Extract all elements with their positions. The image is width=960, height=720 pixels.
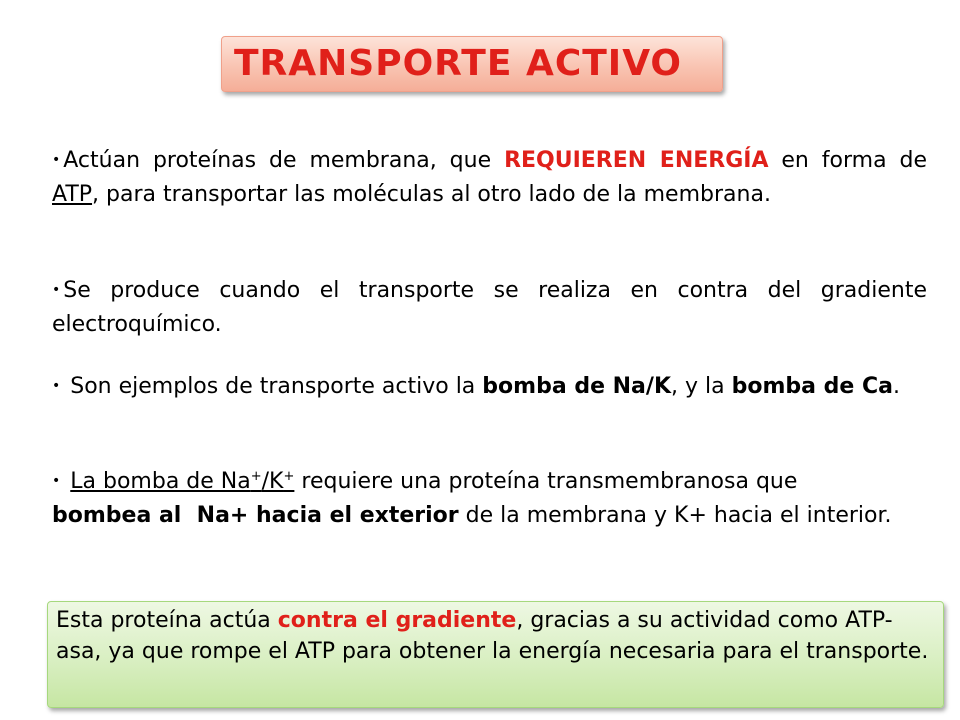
- bullet-paragraph-4: [52, 464, 914, 533]
- bullet-paragraph-3: [52, 369, 927, 404]
- bullet-1-highlight: REQUIEREN ENERGÍA: [504, 148, 769, 173]
- bullet-paragraph-2: [52, 273, 927, 342]
- bullet-4-bold: bombea al Na+ hacia el exterior: [52, 503, 459, 528]
- bullet-1-text-c: , para transportar las moléculas al otro lado de la membrana.: [92, 182, 771, 207]
- bullet-4-underlined: [70, 469, 294, 494]
- bullet-4-text-b: de la membrana y K+ hacia el interior.: [458, 503, 892, 528]
- bullet-4-u2: /K: [261, 469, 284, 494]
- slide-title: TRANSPORTE ACTIVO: [234, 43, 683, 84]
- note-highlight: contra el gradiente: [277, 608, 517, 633]
- bullet-paragraph-1: [52, 143, 927, 212]
- bullet-icon: •: [52, 282, 61, 298]
- note-text-a: Esta proteína actúa: [56, 608, 278, 633]
- bullet-3-text-b: , y la: [671, 374, 732, 399]
- bullet-4-sup1: +: [250, 469, 262, 484]
- note-text-b: , gracias a su actividad como ATP-asa, ya que rompe el ATP para obtener la energía necesaria para el transporte.: [56, 608, 929, 664]
- note-text: [56, 605, 931, 667]
- bullet-3-bold-a: bomba de Na/K: [482, 374, 671, 399]
- bullet-2-text: Se produce cuando el transporte se realiza en contra del gradiente electroquímico.: [52, 278, 927, 337]
- bullet-1-text-b: en forma de: [768, 148, 928, 173]
- bullet-3-bold-b: bomba de Ca: [731, 374, 893, 399]
- bullet-3-text-a: Son ejemplos de transporte activo la: [63, 374, 483, 399]
- bullet-icon: •: [52, 473, 61, 489]
- title-box: [221, 36, 723, 92]
- bullet-icon: •: [52, 152, 61, 168]
- note-box: [47, 601, 944, 708]
- bullet-icon: •: [52, 378, 61, 394]
- bullet-1-text-a: Actúan proteínas de membrana, que: [63, 148, 505, 173]
- bullet-3-text-c: .: [892, 374, 900, 399]
- bullet-4-text-a: requiere una proteína transmembranosa que: [294, 469, 798, 494]
- bullet-4-sup2: +: [283, 469, 295, 484]
- bullet-4-u1: La bomba de Na: [70, 469, 251, 494]
- bullet-1-atp: ATP: [52, 182, 93, 207]
